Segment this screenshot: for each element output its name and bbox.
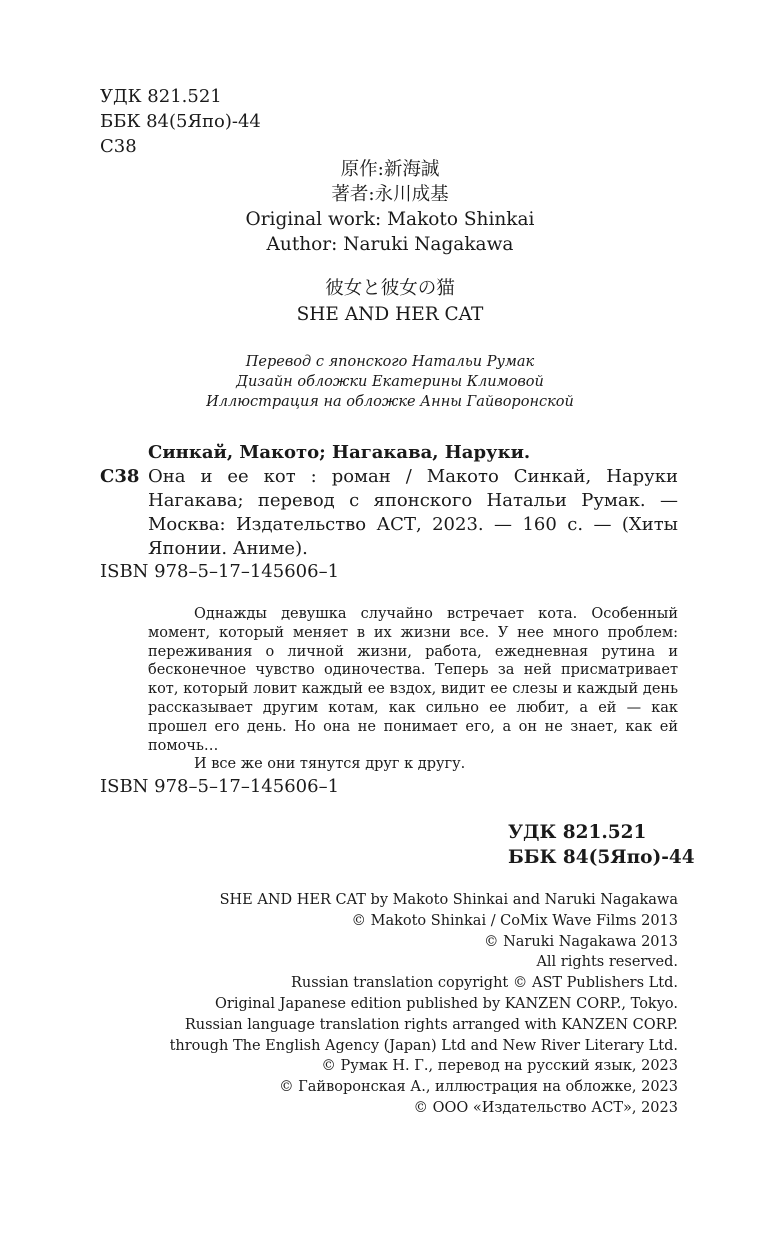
isbn-top: ISBN 978–5–17–145606–1: [100, 561, 340, 582]
copyright-line: through The English Agency (Japan) Ltd and New River Literary Ltd.: [169, 1037, 678, 1054]
copyright-line: © ООО «Издательство АСТ», 2023: [413, 1099, 678, 1116]
biblio-authors: Синкай, Макото; Нагакава, Наруки.: [148, 442, 531, 463]
copyright-line: Russian translation copyright © AST Publishers Ltd.: [290, 975, 678, 992]
isbn-bottom: ISBN 978–5–17–145606–1: [100, 776, 340, 797]
udk-code: УДК 821.521: [100, 86, 222, 107]
original-work-ja: 原作:新海誠: [340, 159, 440, 180]
title-english: SHE AND HER CAT: [296, 304, 484, 325]
title-japanese: 彼女と彼女の猫: [325, 278, 455, 299]
author-ja: 著者:永川成基: [331, 184, 449, 205]
copyright-line: Russian language translation rights arranged with KANZEN CORP.: [184, 1016, 678, 1033]
author-en: Author: Naruki Nagakawa: [266, 234, 514, 255]
original-work-en: Original work: Makoto Shinkai: [245, 209, 535, 230]
biblio-code: С38: [100, 466, 140, 487]
cover-illustration-credit: Иллюстрация на обложке Анны Гайворонской: [206, 394, 574, 410]
cover-design-credit: Дизайн обложки Екатерины Климовой: [236, 374, 544, 390]
title-block: [0, 276, 768, 328]
copyright-block: [118, 890, 678, 1119]
annotation-paragraph: Однажды девушка случайно встречает кота. Особенный момент, который меняет в их жизни все. У нее много проблем: переживания о личной жизни, работа, ежедневная рутина и бесконечное чувство одиночества. Теперь за ней присматривает кот, который ловит каждый ее вздох, видит ее слезы и каждый день рассказывает другим котам, как сильно ее любит, а ей — как прошел его день. Но она не понимает его, а он не знает, как ей помочь…: [148, 606, 678, 754]
udk-code-bottom: УДК 821.521: [508, 822, 647, 843]
copyright-line: © Румак Н. Г., перевод на русский язык, 2023: [321, 1058, 678, 1075]
copyright-line: SHE AND HER CAT by Makoto Shinkai and Naruki Nagakawa: [219, 892, 678, 908]
translator-credit: Перевод с японского Натальи Румак: [245, 354, 535, 370]
original-info: [0, 157, 768, 257]
copyright-line: Original Japanese edition published by KANZEN CORP., Tokyo.: [215, 995, 678, 1012]
biblio-description: Она и ее кот : роман / Макото Синкай, Наруки Нагакава; перевод с японского Натальи Румак. — Москва: Издательство АСТ, 2023. — 160 с. — (Хиты Японии. Аниме).: [148, 466, 678, 559]
copyright-line: © Naruki Nagakawa 2013: [483, 933, 678, 950]
annotation-paragraph: И все же они тянутся друг к другу.: [194, 756, 466, 773]
bbk-code-bottom: ББК 84(5Япо)-44: [508, 847, 695, 868]
bibliographic-record: [100, 441, 678, 561]
credits: [0, 352, 768, 412]
copyright-line: © Гайворонская А., иллюстрация на обложке, 2023: [279, 1079, 678, 1096]
copyright-line: All rights reserved.: [536, 954, 678, 971]
copyright-line: © Makoto Shinkai / CoMix Wave Films 2013: [351, 912, 678, 929]
classification-top: [100, 84, 261, 159]
classification-bottom: [508, 820, 695, 870]
annotation: [148, 605, 678, 774]
bbk-code: ББК 84(5Япо)-44: [100, 111, 261, 132]
author-mark: С38: [100, 136, 137, 157]
